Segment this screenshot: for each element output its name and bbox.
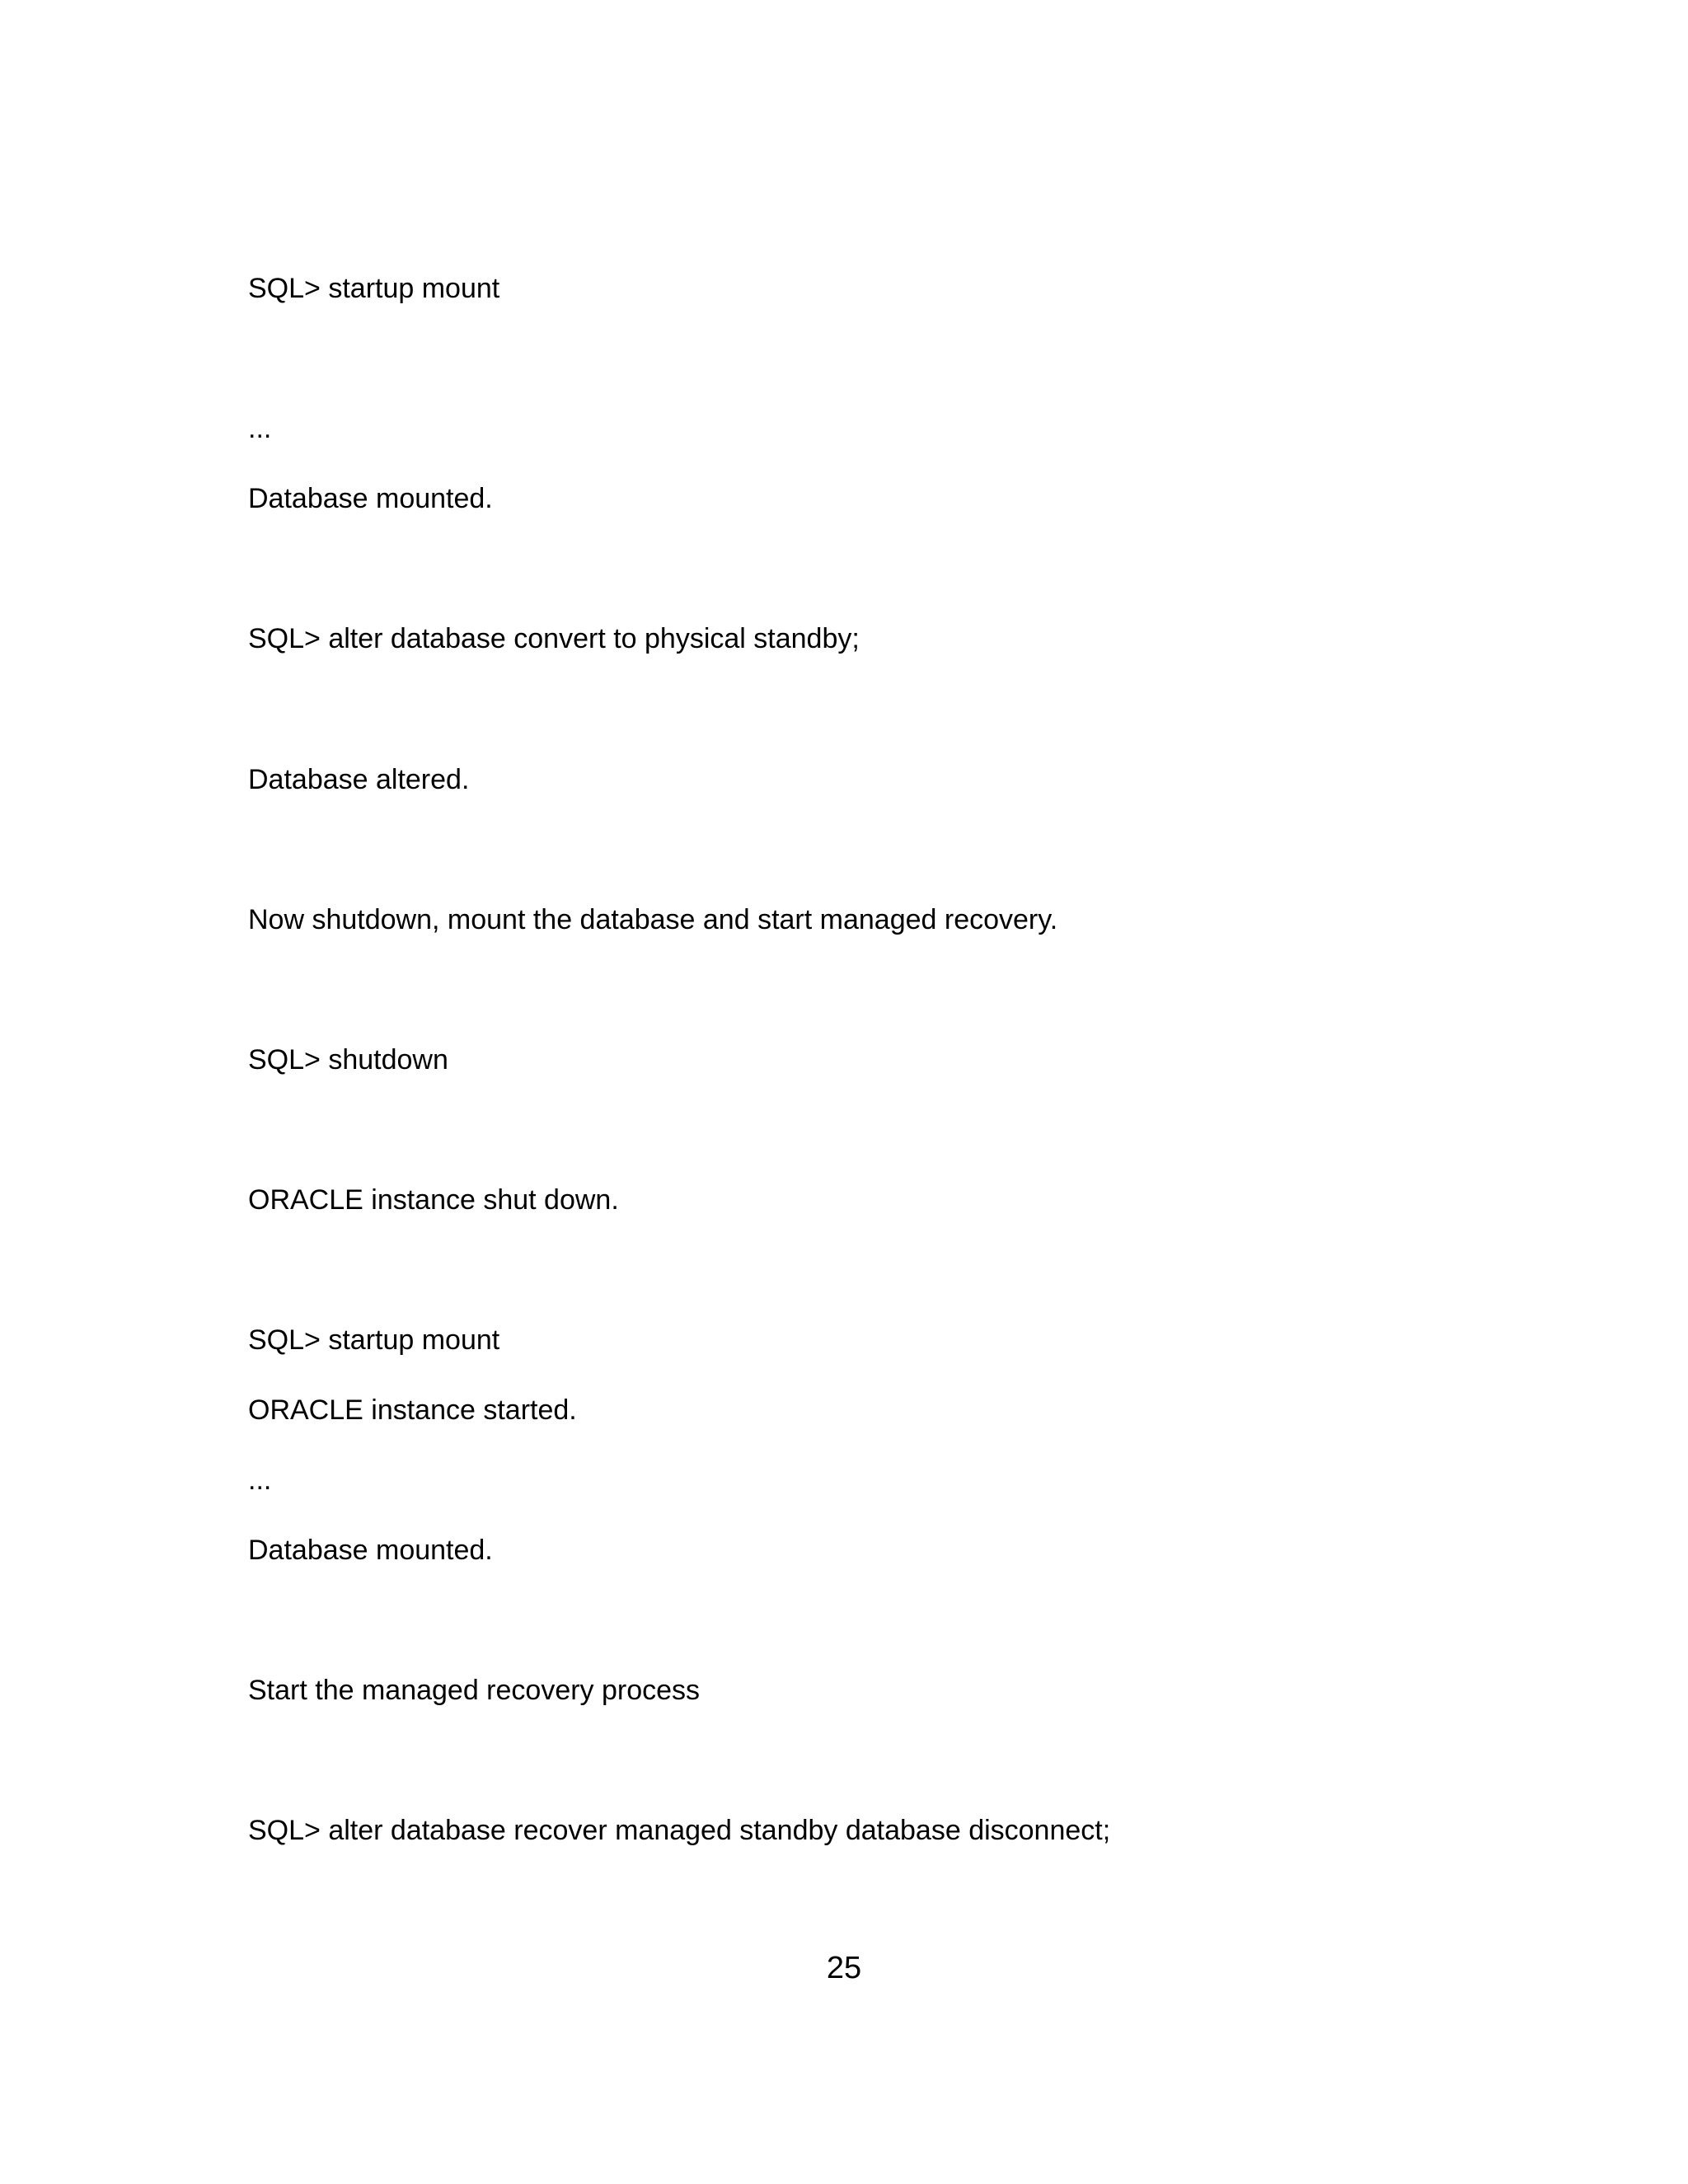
sql-command-shutdown: SQL> shutdown	[248, 1044, 448, 1076]
database-mounted-text: Database mounted.	[248, 483, 493, 514]
sql-command-convert-standby: SQL> alter database convert to physical standby;	[248, 623, 860, 654]
instruction-text: Now shutdown, mount the database and start managed recovery.	[248, 904, 1058, 935]
database-mounted-text-second: Database mounted.	[248, 1535, 493, 1566]
ellipsis-text: ...	[248, 413, 272, 444]
instance-shutdown-text: ORACLE instance shut down.	[248, 1184, 619, 1216]
recovery-process-text: Start the managed recovery process	[248, 1675, 701, 1706]
sql-command-startup-mount: SQL> startup mount	[248, 273, 500, 304]
sql-command-startup-mount-second: SQL> startup mount	[248, 1324, 500, 1356]
page-number: 25	[826, 1951, 862, 1985]
ellipsis-text-second: ...	[248, 1465, 272, 1496]
instance-started-text: ORACLE instance started.	[248, 1394, 577, 1426]
sql-command-recover-standby: SQL> alter database recover managed standby database disconnect;	[248, 1815, 1111, 1846]
database-altered-text: Database altered.	[248, 764, 470, 795]
